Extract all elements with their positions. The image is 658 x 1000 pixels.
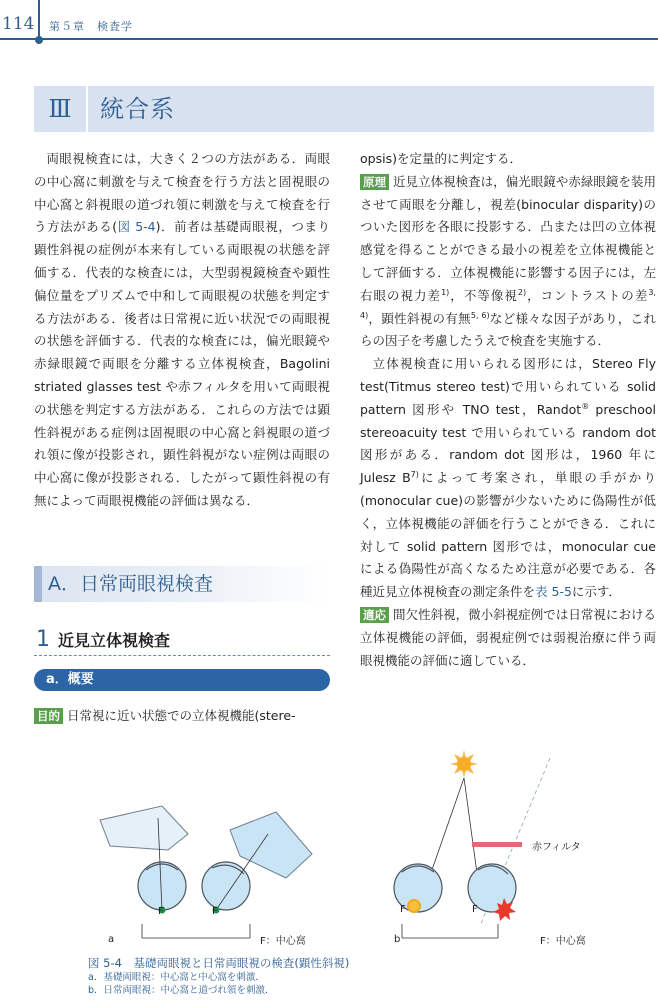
panel-b-label: b [394, 934, 401, 945]
heading-a-text: a．概要 [46, 672, 94, 687]
heading-1 [34, 626, 330, 656]
section-banner [34, 86, 654, 132]
indication-tag: 適応 [360, 607, 389, 623]
panel-b-star-top [450, 750, 478, 778]
table-reference[interactable]: 表 5-5 [535, 584, 572, 600]
heading-a [34, 669, 330, 691]
right-column [360, 148, 656, 672]
citation-sup: 5, 6) [470, 310, 490, 320]
fovea-F-label: F [158, 906, 164, 917]
caption-line-a: a．基礎両眼視：中心窩と中心窩を刺激． [88, 972, 265, 983]
fovea-F-label: F [472, 904, 478, 915]
purpose-tag: 目的 [34, 708, 63, 724]
red-filter-label: 赤フィルタ [532, 842, 581, 853]
intro-text-a: 両眼視検査には，大きく２つの方法がある．両眼の中心窩に刺激を与えて検査を行う方法と固視眼の中心窩と斜視眼の道づれ領に刺激を与えて検査を行う方法がある( [34, 151, 330, 235]
panel-b-fovea-left-star [408, 900, 420, 912]
heading-A-text: A．日常両眼視検査 [48, 573, 213, 595]
citation-sup: 7) [410, 470, 419, 479]
purpose-line [34, 705, 330, 728]
citation-sup: 2) [517, 287, 527, 297]
indication-paragraph [360, 604, 656, 672]
section-numeral: Ⅲ [48, 95, 72, 123]
figure-5-4 [80, 738, 658, 958]
panel-a-screen-left [100, 806, 188, 850]
panel-a-fovea-legend: F：中心窩 [260, 936, 306, 947]
chapter-title: 第５章 検査学 [49, 20, 133, 33]
figures-paragraph [360, 353, 656, 604]
panel-a-label: a [108, 934, 115, 945]
principle-text-e: など様々な因子があり，これらの因子を考慮したうえで検査を実施する． [360, 310, 656, 349]
figures-text-d: に示す． [571, 584, 621, 600]
principle-tag: 原理 [360, 174, 389, 190]
heading-1-number: 1 [36, 627, 50, 652]
registered-mark: ® [581, 401, 590, 411]
left-column [34, 148, 330, 513]
caption-title: 図 5-4 基礎両眼視と日常両眼視の検査(顕性斜視) [88, 956, 350, 970]
heading-1-text: 近見立体視検査 [58, 631, 171, 650]
citation-sup: 1) [441, 287, 450, 297]
figures-text-b: preschool stereoacuity test で用いられている random dot 図形がある．random dot 図形は，1960 年に Julesz B [360, 401, 656, 486]
section-title: 統合系 [100, 95, 175, 123]
continuation-text: opsis)を定量的に判定する． [360, 151, 522, 166]
principle-text-b: ，不等像視 [449, 287, 518, 303]
purpose-text: 日常視に近い状態での立体視機能(stere- [67, 708, 296, 723]
red-filter [472, 842, 522, 847]
intro-paragraph [34, 148, 330, 513]
figure-caption [88, 956, 648, 997]
figures-text-a: 立体視検査に用いられる図形には，Stereo Fly test(Titmus stereo test)で用いられている solid pattern 図形や TNO test，Randot [360, 356, 656, 417]
figure-reference[interactable]: 図 5-4 [117, 219, 156, 235]
section-divider [86, 86, 88, 132]
principle-text-d: ，顕性斜視の有無 [368, 310, 471, 326]
header-dot [35, 36, 43, 44]
fovea-F-label: F [400, 904, 406, 915]
fovea-F-label: F [212, 906, 218, 917]
principle-paragraph [360, 171, 656, 353]
principle-text-a: 近見立体視検査は，偏光眼鏡や赤緑眼鏡を装用させて両眼を分離し，視差(binocular disparity)のついた図形を各眼に投影する．凸または凹の立体視感覚を得ることができる最小の視差を立体視機能として評価する．立体視機能に影響する因子には，左右眼の視力差 [360, 173, 656, 303]
citation-sup: 3, 4) [360, 287, 656, 320]
caption-line-b: b．日常両眼視：中心窩と道づれ領を刺激． [88, 985, 275, 996]
principle-text-c: ，コントラストの差 [526, 287, 649, 303]
panel-a-eye-right [202, 862, 250, 910]
heading-A-bar [34, 566, 42, 602]
panel-b-fovea-legend: F：中心窩 [540, 936, 586, 947]
header-divider [38, 0, 40, 40]
header-rule [0, 38, 658, 40]
indication-text: 間欠性斜視，微小斜視症例では日常視における立体視機能の評価，弱視症例では弱視治療に伴う両眼視機能の評価に適している． [360, 606, 656, 668]
page-number: 114 [2, 14, 35, 34]
intro-text-b: )．前者は基礎両眼視，つまり顕性斜視の症例が本来有している両眼視の状態を評価する．代表的な検査には，大型弱視鏡検査や顕性偏位量をプリズムで中和して両眼視の状態を判定する方法がある．後者は日常視に近い状況での両眼視の状態を評価する．代表的な検査には，偏光眼鏡や赤緑眼鏡で両眼を分離する立体視検査，Bagolini striated glasses test や赤フィルタを用いて両眼視の状態を判定する方法がある．これらの方法では顕性斜視がある症例は固視眼の中心窩と斜視眼の道づれ領に像が投影され，顕性斜視がない症例は両眼の中心窩に像が投影される．したがって顕性斜視の有無によって両眼視機能の評価は異なる． [34, 219, 330, 508]
figures-text-c: によって考案され，単眼の手がかり(monocular cue)の影響が少ないために偽陽性が低く，立体視機能の評価を行うことができる．これに対して solid pattern 図形では，monocular cue による偽陽性が高くなるため注意が必要である．各種近見立体視検査の測定条件を [360, 470, 656, 600]
heading-A [34, 566, 330, 602]
